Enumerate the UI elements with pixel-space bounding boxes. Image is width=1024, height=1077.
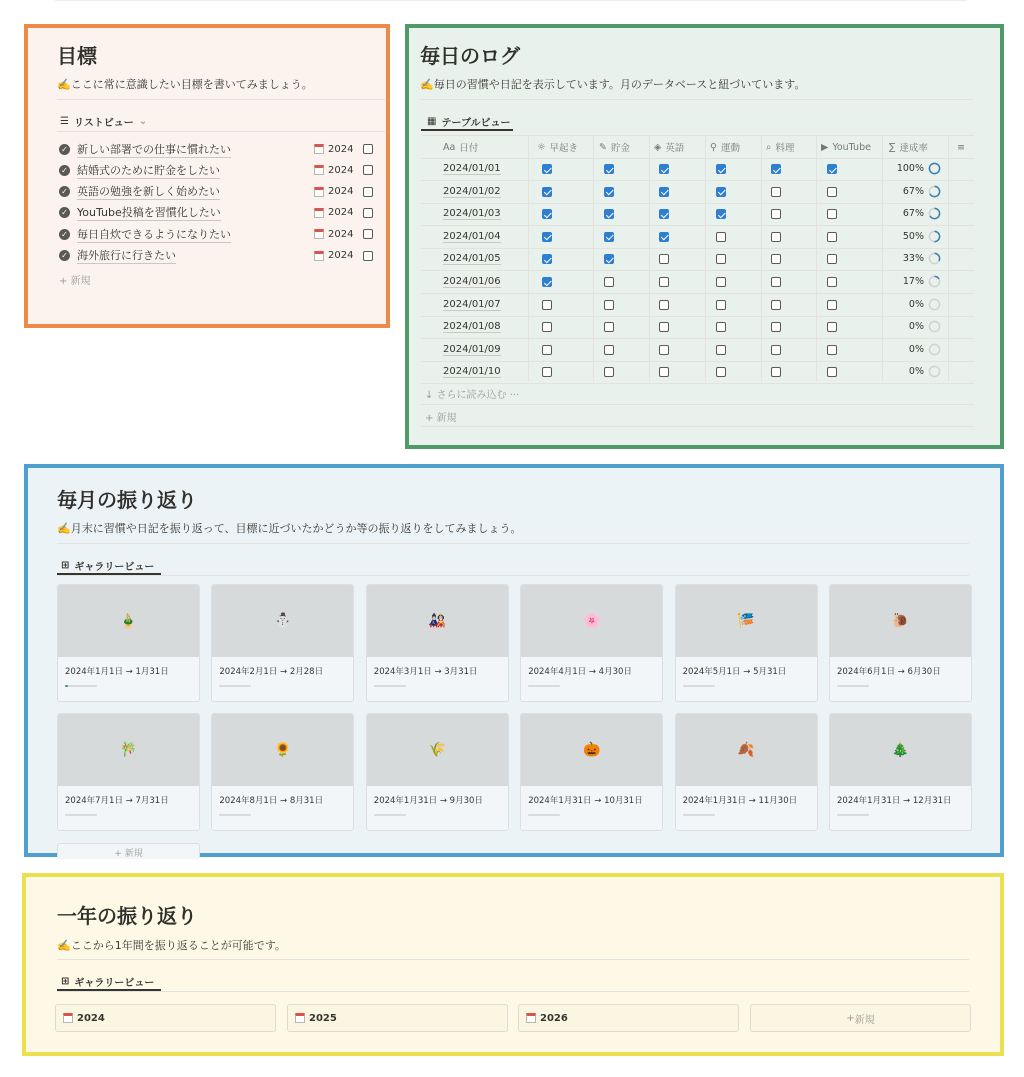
new-goal-button[interactable] [59, 272, 91, 287]
goal-title: 海外旅行に行きたい [77, 249, 176, 262]
column-more[interactable] [957, 136, 965, 158]
card-title: 2024年3月1日 → 3月31日 [373, 667, 478, 677]
progress-ring [928, 230, 941, 243]
table-row[interactable] [421, 339, 974, 362]
habit-checkbox[interactable] [659, 345, 669, 355]
column-divider [948, 135, 949, 381]
habit-checkbox[interactable] [659, 187, 669, 197]
rate-cell: 100% [896, 163, 924, 174]
column-divider [882, 135, 883, 381]
goal-year-label: 2024 [328, 228, 354, 240]
goal-year-label: 2024 [328, 250, 354, 261]
habit-checkbox[interactable] [659, 277, 669, 287]
yearly-description: ✍️ここから1年間を振り返ることが可能です。 [57, 939, 286, 952]
month-emoji-icon: 🌸 [582, 613, 601, 629]
column-divider [705, 135, 706, 381]
month-emoji-icon: 🍂 [737, 742, 755, 758]
goals-divider [57, 99, 385, 100]
card-cover [212, 585, 353, 657]
date-cell[interactable]: 2024/01/10 [443, 366, 501, 378]
table-icon: ▦ [427, 116, 437, 127]
habit-checkbox[interactable] [542, 232, 552, 242]
date-cell[interactable]: 2024/01/01 [443, 163, 501, 174]
card-title: 2024年1月1日 → 1月31日 [65, 667, 169, 677]
rate-cell: 17% [902, 276, 924, 287]
column-divider [761, 135, 762, 381]
check-circle-icon: ✓ [59, 250, 70, 261]
calendar-icon [314, 229, 324, 239]
column-rate[interactable] [889, 136, 928, 158]
card-title: 2024年5月1日 → 5月31日 [682, 667, 787, 677]
goal-year-label: 2024 [328, 186, 354, 198]
card-cover [676, 714, 817, 786]
habit-checkbox[interactable] [771, 300, 781, 310]
table-header [421, 135, 974, 159]
habit-checkbox[interactable] [771, 209, 781, 219]
month-card[interactable] [366, 713, 509, 831]
calendar-icon [314, 165, 324, 175]
load-more-label: さらに読み込む [436, 390, 507, 401]
goal-list-item[interactable] [59, 246, 379, 266]
progress-bar [837, 814, 869, 816]
tab-table-view[interactable] [427, 114, 511, 129]
month-emoji-icon: 🌾 [428, 742, 447, 758]
sigma-icon: ∑ [889, 141, 896, 153]
calendar-icon [314, 187, 324, 197]
habit-checkbox[interactable] [827, 232, 837, 242]
calendar-icon [314, 251, 324, 261]
month-card[interactable] [211, 713, 354, 831]
date-cell[interactable]: 2024/01/04 [443, 230, 501, 242]
progress-bar [528, 814, 560, 816]
goal-year-label: 2024 [328, 207, 354, 219]
column-english[interactable] [654, 136, 684, 158]
table-row[interactable] [421, 158, 974, 181]
rate-cell: 0% [908, 298, 924, 310]
month-emoji-icon: 🎃 [582, 742, 601, 758]
goal-checkbox[interactable] [363, 187, 373, 197]
new-label: 新規 [70, 276, 91, 287]
month-card[interactable] [829, 713, 972, 831]
column-saving[interactable] [599, 136, 630, 158]
daily-log-section [405, 24, 1004, 449]
month-card[interactable] [829, 584, 972, 702]
habit-checkbox[interactable] [542, 187, 552, 197]
habit-checkbox[interactable] [771, 232, 781, 242]
year-card[interactable] [55, 1004, 276, 1032]
habit-checkbox[interactable] [542, 164, 552, 174]
goal-year [314, 186, 353, 197]
habit-checkbox[interactable] [827, 187, 837, 197]
yearly-title: 一年の振り返り [57, 904, 197, 928]
card-cover [58, 585, 199, 657]
table-row[interactable] [421, 294, 974, 317]
text-icon: ≡ [957, 141, 965, 153]
rate-cell: 67% [902, 208, 924, 220]
running-icon: ⚲ [710, 141, 717, 153]
habit-checkbox[interactable] [716, 209, 726, 219]
yearly-review-section [22, 873, 1004, 1056]
goal-year-label: 2024 [328, 143, 354, 155]
habit-checkbox[interactable] [716, 164, 726, 174]
video-icon: ▶ [821, 141, 829, 153]
habit-checkbox[interactable] [827, 254, 837, 264]
column-date[interactable] [443, 136, 478, 158]
month-emoji-icon: ⛄ [274, 613, 292, 629]
date-cell[interactable]: 2024/01/09 [443, 343, 501, 355]
habit-checkbox[interactable] [604, 254, 614, 264]
list-icon: ☰ [60, 116, 69, 127]
goals-description: ✍️ここに常に意識したい目標を書いてみましょう。 [57, 78, 313, 91]
habit-checkbox[interactable] [716, 277, 726, 287]
goal-list-item[interactable] [59, 160, 379, 180]
column-wake[interactable] [537, 136, 578, 158]
goal-checkbox[interactable] [363, 165, 373, 175]
habit-checkbox[interactable] [771, 254, 781, 264]
new-row-button[interactable] [425, 409, 457, 424]
habit-checkbox[interactable] [604, 277, 614, 287]
monthly-tab-divider [57, 575, 969, 576]
card-title: 2024年1月31日 → 10月31日 [528, 796, 643, 806]
column-label: 英語 [665, 143, 685, 154]
goal-year [314, 165, 353, 176]
habit-checkbox[interactable] [659, 254, 669, 264]
tab-label: ギャラリービュー [74, 978, 155, 989]
card-title: 2024年8月1日 → 8月31日 [219, 796, 324, 806]
column-exercise[interactable] [710, 136, 740, 158]
card-title: 2024年2月1日 → 2月28日 [219, 667, 324, 677]
table-row[interactable] [421, 248, 974, 271]
card-title: 2024年1月31日 → 11月30日 [682, 796, 798, 806]
year-card-label: 2025 [309, 1012, 337, 1024]
monthly-review-section [24, 464, 1004, 857]
habit-checkbox[interactable] [771, 367, 781, 377]
column-divider [816, 135, 817, 381]
goal-list-item[interactable] [59, 224, 379, 244]
rate-cell: 0% [908, 366, 924, 378]
habit-checkbox[interactable] [659, 322, 669, 332]
calendar-icon [295, 1013, 305, 1023]
habit-checkbox[interactable] [604, 209, 614, 219]
more-icon: ··· [506, 390, 520, 401]
progress-bar [219, 685, 251, 687]
goal-checkbox[interactable] [363, 229, 373, 239]
progress-bar [374, 814, 406, 816]
check-circle-icon: ✓ [59, 207, 70, 218]
month-emoji-icon: 🎏 [737, 613, 755, 629]
month-emoji-icon: 🌻 [274, 742, 292, 758]
goal-year-label: 2024 [328, 164, 354, 176]
habit-checkbox[interactable] [771, 187, 781, 197]
column-label: YouTube [832, 141, 871, 153]
table-row[interactable] [421, 181, 974, 204]
column-label: 達成率 [899, 143, 928, 154]
goal-year [314, 250, 353, 261]
chat-icon: ◈ [654, 141, 662, 153]
card-cover [212, 714, 353, 786]
habit-checkbox[interactable] [659, 300, 669, 310]
table-row[interactable] [421, 203, 974, 226]
month-card[interactable] [675, 713, 818, 831]
rate-cell: 0% [908, 321, 924, 333]
habit-checkbox[interactable] [659, 164, 669, 174]
tab-label: ギャラリービュー [74, 562, 155, 573]
date-cell[interactable]: 2024/01/08 [443, 321, 501, 333]
goals-section [24, 24, 390, 328]
column-label: 早起き [549, 143, 579, 154]
habit-checkbox[interactable] [659, 209, 669, 219]
new-label: 新規 [124, 849, 143, 859]
month-card[interactable] [675, 584, 818, 702]
goal-list-item[interactable] [59, 182, 379, 202]
column-divider [593, 135, 594, 381]
habit-checkbox[interactable] [827, 209, 837, 219]
active-tab-indicator [421, 129, 513, 131]
arrow-down-icon: ↓ [425, 390, 437, 401]
column-label: 貯金 [610, 143, 630, 154]
habit-checkbox[interactable] [716, 187, 726, 197]
plus-icon: + [114, 849, 125, 859]
calendar-icon [63, 1013, 73, 1023]
habit-checkbox[interactable] [716, 254, 726, 264]
monthly-description: ✍️月末に習慣や日記を振り返って、目標に近づいたかどうか等の振り返りをしてみましょう。 [57, 522, 522, 535]
goal-year [314, 144, 353, 155]
yearly-divider [57, 959, 969, 960]
card-cover [521, 585, 662, 657]
rate-cell: 0% [908, 343, 924, 355]
date-cell[interactable]: 2024/01/02 [443, 185, 501, 197]
habit-checkbox[interactable] [542, 322, 552, 332]
month-card[interactable] [57, 713, 200, 831]
goal-list-item[interactable] [59, 139, 379, 159]
progress-bar [65, 685, 97, 687]
month-card[interactable] [57, 584, 200, 702]
habit-checkbox[interactable] [542, 300, 552, 310]
habit-checkbox[interactable] [542, 209, 552, 219]
habit-checkbox[interactable] [542, 254, 552, 264]
new-label: 新規 [436, 413, 457, 424]
column-youtube[interactable] [821, 136, 871, 158]
habit-checkbox[interactable] [604, 367, 614, 377]
search-icon: ⌕ [766, 141, 772, 153]
tab-label: テーブルビュー [441, 118, 511, 129]
card-title: 2024年6月1日 → 6月30日 [837, 667, 941, 677]
month-card[interactable] [211, 584, 354, 702]
rate-cell: 33% [902, 253, 924, 265]
habit-checkbox[interactable] [716, 367, 726, 377]
calendar-icon [314, 144, 324, 154]
new-label: 新規 [854, 1014, 875, 1026]
table-row[interactable] [421, 271, 974, 294]
new-year-card[interactable] [750, 1004, 971, 1032]
calendar-icon [314, 208, 324, 218]
progress-ring [928, 207, 941, 220]
gallery-icon: ⊞ [61, 560, 70, 571]
daily-title: 毎日のログ [420, 44, 520, 68]
column-divider [528, 135, 529, 381]
year-card[interactable] [518, 1004, 739, 1032]
progress-bar-fill [65, 685, 68, 687]
month-emoji-icon: 🐌 [891, 613, 910, 629]
progress-bar [528, 685, 560, 687]
daily-description: ✍️毎日の習慣や日記を表示しています。月のデータベースと紐づいています。 [420, 78, 806, 91]
daily-divider [420, 99, 973, 100]
goals-tab-divider [57, 131, 385, 132]
habit-checkbox[interactable] [542, 277, 552, 287]
plus-icon: + [846, 1012, 855, 1024]
check-circle-icon: ✓ [59, 144, 70, 155]
habit-checkbox[interactable] [716, 345, 726, 355]
sun-icon: ☼ [537, 141, 546, 153]
progress-ring [928, 298, 941, 311]
progress-ring [928, 162, 941, 175]
calendar-icon [526, 1013, 536, 1023]
plus-icon: + [59, 276, 71, 287]
check-circle-icon: ✓ [59, 186, 70, 197]
year-card-label: 2024 [77, 1012, 105, 1024]
card-cover [830, 714, 971, 786]
card-title: 2024年1月31日 → 9月30日 [373, 796, 483, 806]
habit-checkbox[interactable] [542, 367, 552, 377]
goal-checkbox[interactable] [363, 144, 373, 154]
pencil-icon: ✎ [599, 141, 607, 153]
tab-gallery-view[interactable] [61, 974, 154, 989]
month-emoji-icon: 🎎 [428, 613, 447, 629]
month-emoji-icon: 🎄 [891, 742, 910, 758]
progress-bar [65, 814, 97, 816]
progress-bar [837, 685, 869, 687]
month-card[interactable] [366, 584, 509, 702]
progress-ring [928, 365, 941, 378]
tab-label: リストビュー [73, 118, 134, 129]
month-card[interactable] [520, 713, 663, 831]
monthly-title: 毎月の振り返り [57, 488, 197, 512]
progress-ring [928, 343, 941, 356]
habit-checkbox[interactable] [604, 232, 614, 242]
goal-year [314, 207, 353, 218]
habit-checkbox[interactable] [716, 300, 726, 310]
habit-checkbox[interactable] [716, 322, 726, 332]
habit-checkbox[interactable] [827, 164, 837, 174]
gallery-icon: ⊞ [61, 976, 70, 987]
date-cell[interactable]: 2024/01/06 [443, 276, 501, 287]
month-emoji-icon: 🎍 [119, 613, 138, 629]
card-title: 2024年7月1日 → 7月31日 [65, 796, 169, 806]
habit-checkbox[interactable] [604, 345, 614, 355]
card-title: 2024年1月31日 → 12月31日 [837, 796, 952, 806]
plus-icon: + [425, 413, 437, 424]
habit-checkbox[interactable] [542, 345, 552, 355]
month-card[interactable] [520, 584, 663, 702]
date-cell[interactable]: 2024/01/03 [443, 208, 501, 220]
card-cover [58, 714, 199, 786]
habit-checkbox[interactable] [827, 300, 837, 310]
habit-checkbox[interactable] [827, 277, 837, 287]
load-more-button[interactable] [425, 386, 519, 401]
column-label: 日付 [459, 143, 479, 154]
goal-title: 新しい部署での仕事に慣れたい [77, 142, 231, 156]
year-card[interactable] [287, 1004, 508, 1032]
progress-bar [683, 685, 715, 687]
date-cell[interactable]: 2024/01/07 [443, 298, 501, 310]
tab-gallery-view[interactable] [61, 558, 154, 573]
card-cover [367, 585, 508, 657]
title-prop-icon: Aa [443, 141, 456, 153]
goals-title: 目標 [57, 44, 97, 68]
load-more-divider [421, 404, 974, 405]
goal-title: 結婚式のために貯金をしたい [77, 163, 220, 177]
progress-ring [928, 275, 941, 288]
tab-list-view[interactable] [60, 114, 147, 129]
table-row[interactable] [421, 361, 974, 384]
column-divider [649, 135, 650, 381]
habit-checkbox[interactable] [604, 322, 614, 332]
table-row[interactable] [421, 316, 974, 339]
top-divider [55, 0, 967, 1]
habit-checkbox[interactable] [827, 345, 837, 355]
card-title: 2024年4月1日 → 4月30日 [528, 667, 632, 677]
habit-checkbox[interactable] [771, 277, 781, 287]
habit-checkbox[interactable] [604, 187, 614, 197]
goal-year [314, 229, 353, 240]
habit-checkbox[interactable] [604, 300, 614, 310]
year-card-label: 2026 [540, 1012, 568, 1024]
check-circle-icon: ✓ [59, 229, 70, 240]
progress-bar [219, 814, 251, 816]
goal-title: 英語の勉強を新しく始めたい [77, 185, 220, 199]
progress-bar [374, 685, 406, 687]
table-row[interactable] [421, 226, 974, 249]
habit-checkbox[interactable] [827, 322, 837, 332]
habit-checkbox[interactable] [659, 232, 669, 242]
rate-cell: 50% [902, 230, 924, 242]
goal-title: YouTube投稿を習慣化したい [77, 206, 221, 220]
monthly-divider [57, 543, 969, 544]
goal-list-item[interactable] [59, 203, 379, 223]
new-month-card[interactable] [57, 843, 200, 859]
column-label: 運動 [720, 143, 740, 154]
card-cover [676, 585, 817, 657]
habit-checkbox[interactable] [771, 345, 781, 355]
chevron-down-icon: ⌄ [138, 116, 148, 127]
habit-checkbox[interactable] [771, 164, 781, 174]
habit-checkbox[interactable] [771, 322, 781, 332]
goal-title: 毎日自炊できるようになりたい [77, 227, 231, 241]
progress-ring [928, 320, 941, 333]
habit-checkbox[interactable] [716, 232, 726, 242]
habit-checkbox[interactable] [604, 164, 614, 174]
yearly-tab-divider [57, 991, 969, 992]
card-cover [521, 714, 662, 786]
progress-bar [683, 814, 715, 816]
card-cover [830, 585, 971, 657]
column-cooking[interactable] [766, 136, 794, 158]
progress-ring [928, 185, 941, 198]
new-row-divider [421, 426, 974, 427]
habit-checkbox[interactable] [827, 367, 837, 377]
check-circle-icon: ✓ [59, 165, 70, 176]
goal-checkbox[interactable] [363, 251, 373, 261]
column-label: 料理 [775, 143, 795, 154]
rate-cell: 67% [902, 185, 924, 197]
date-cell[interactable]: 2024/01/05 [443, 253, 501, 265]
goal-checkbox[interactable] [363, 208, 373, 218]
card-cover [367, 714, 508, 786]
habit-checkbox[interactable] [659, 367, 669, 377]
month-emoji-icon: 🎋 [119, 742, 138, 758]
progress-ring [928, 252, 941, 265]
